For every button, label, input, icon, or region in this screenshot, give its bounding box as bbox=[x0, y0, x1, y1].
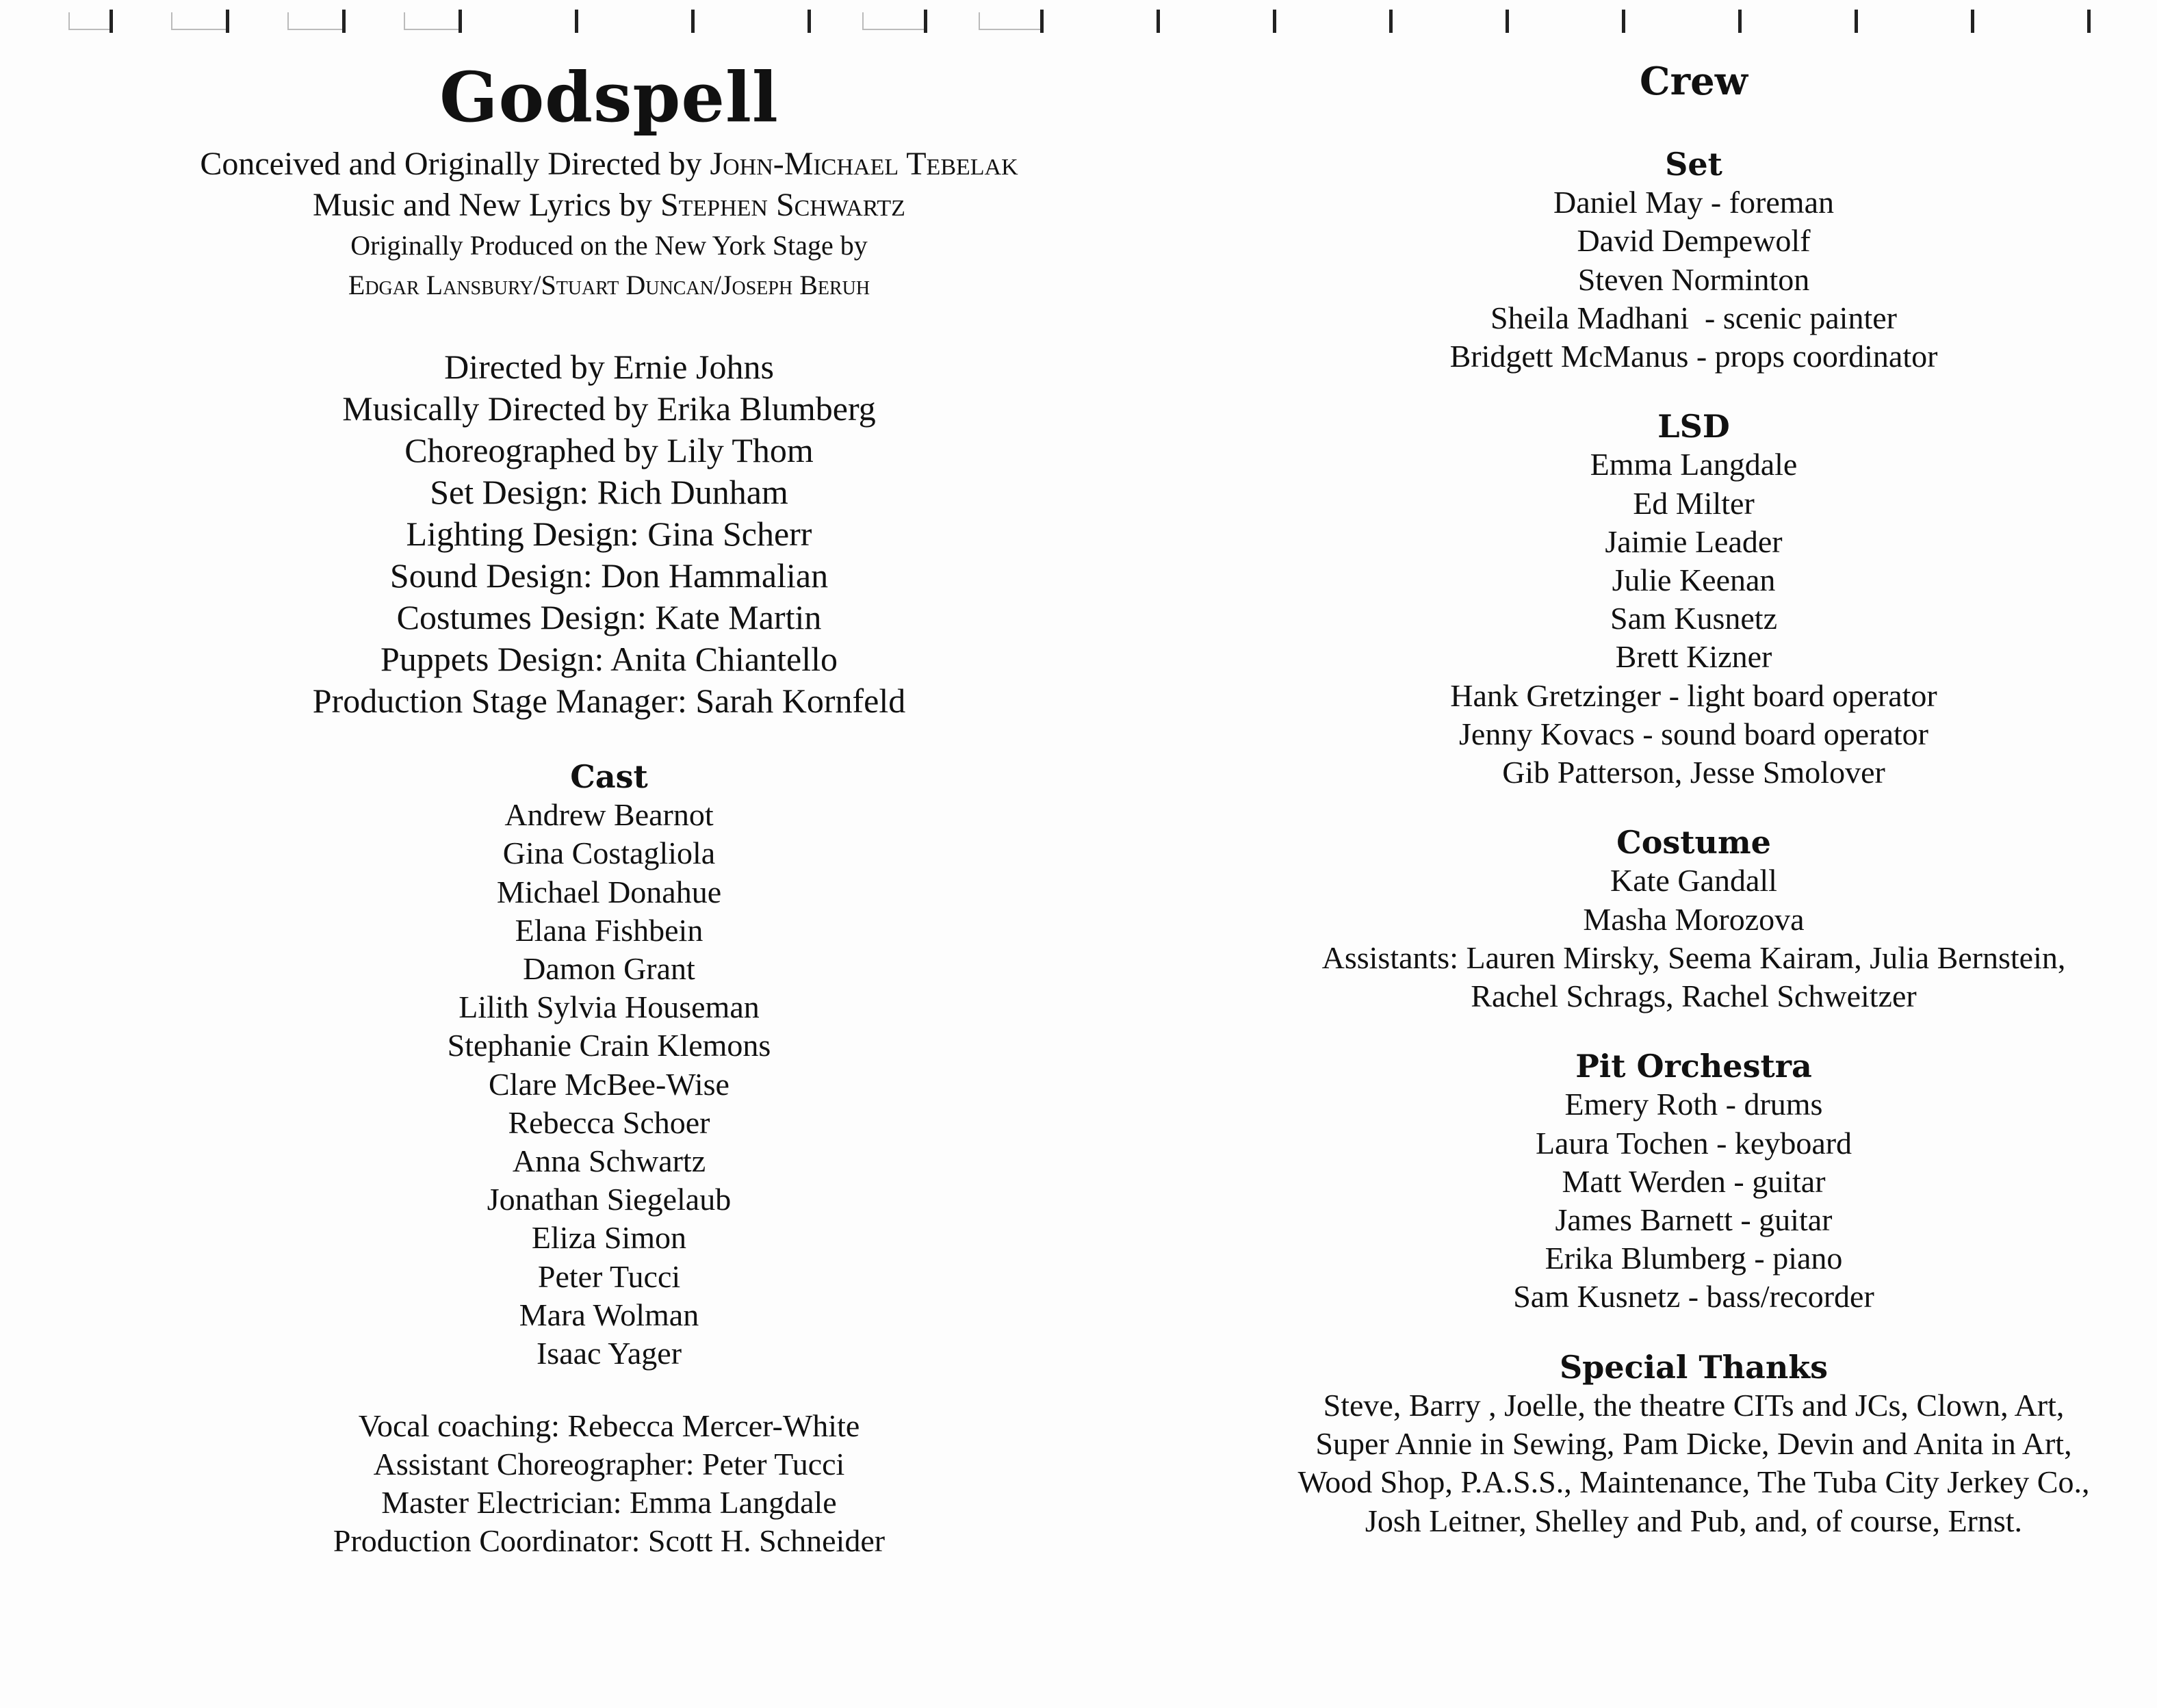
credit-music bbox=[123, 185, 1095, 226]
binding-tick bbox=[691, 10, 695, 33]
binding-tick bbox=[1157, 10, 1160, 33]
binding-tick bbox=[2087, 10, 2091, 33]
binding-tick bbox=[1622, 10, 1625, 33]
binding-tick bbox=[808, 10, 811, 33]
binding-slot bbox=[979, 12, 1043, 30]
binding-tick bbox=[1971, 10, 1974, 33]
binding-strip bbox=[0, 0, 2157, 41]
binding-tick bbox=[1855, 10, 1858, 33]
cast-member: Jonathan Siegelaub bbox=[487, 1182, 732, 1217]
cast-heading: Cast bbox=[570, 758, 648, 795]
crew-member: Julie Keenan bbox=[1612, 562, 1776, 598]
cast-member: Mara Wolman bbox=[519, 1297, 699, 1332]
thanks-line: Steve, Barry , Joelle, the theatre CITs and JCs, Clown, Art, bbox=[1323, 1387, 2065, 1423]
crew-member: David Dempewolf bbox=[1577, 223, 1811, 259]
binding-slot bbox=[287, 12, 345, 30]
credit-producers: Edgar Lansbury/Stuart Duncan/Joseph Beruh bbox=[348, 270, 870, 300]
cast-list bbox=[123, 758, 1095, 1373]
binding-tick bbox=[1040, 10, 1044, 33]
binding-tick bbox=[1389, 10, 1393, 33]
binding-tick bbox=[109, 10, 113, 33]
crew-member: Emery Roth - drums bbox=[1564, 1087, 1823, 1122]
credit-music-name: Stephen Schwartz bbox=[660, 187, 905, 223]
binding-tick bbox=[226, 10, 229, 33]
crew-group-costume bbox=[1245, 823, 2142, 1015]
binding-slot bbox=[68, 12, 112, 30]
cast-member: Damon Grant bbox=[523, 951, 695, 987]
crew-member: James Barnett - guitar bbox=[1555, 1202, 1833, 1238]
credit-produced: Originally Produced on the New York Stage by bbox=[350, 230, 868, 261]
crew-group-heading: LSD bbox=[1657, 408, 1730, 445]
crew-group-lsd bbox=[1245, 407, 2142, 792]
additional-credit: Production Coordinator: Scott H. Schneider bbox=[333, 1523, 886, 1559]
cast-member: Peter Tucci bbox=[537, 1258, 681, 1294]
crew-member: Erika Blumberg - piano bbox=[1545, 1241, 1843, 1276]
crew-member: Masha Morozova bbox=[1583, 901, 1805, 937]
staff-line: Musically Directed by Erika Blumberg bbox=[342, 389, 876, 428]
staff-line: Production Stage Manager: Sarah Kornfeld bbox=[312, 682, 906, 720]
additional-credit: Assistant Choreographer: Peter Tucci bbox=[373, 1447, 845, 1482]
cast-member: Andrew Bearnot bbox=[504, 797, 714, 833]
binding-slot bbox=[171, 12, 229, 30]
crew-member: Kate Gandall bbox=[1610, 863, 1777, 898]
binding-tick bbox=[458, 10, 462, 33]
cast-member: Eliza Simon bbox=[531, 1220, 687, 1256]
cast-member: Clare McBee-Wise bbox=[489, 1066, 729, 1102]
crew-member: Hank Gretzinger - light board operator bbox=[1450, 677, 1937, 713]
crew-member: Jenny Kovacs - sound board operator bbox=[1459, 716, 1928, 751]
left-page bbox=[123, 57, 1095, 1560]
binding-tick bbox=[575, 10, 578, 33]
binding-slot bbox=[862, 12, 927, 30]
crew-member: Ed Milter bbox=[1633, 485, 1755, 521]
cast-member: Lilith Sylvia Houseman bbox=[458, 989, 760, 1025]
additional-credit: Vocal coaching: Rebecca Mercer-White bbox=[358, 1408, 860, 1444]
crew-member: Rachel Schrags, Rachel Schweitzer bbox=[1471, 979, 1917, 1014]
staff-line: Lighting Design: Gina Scherr bbox=[406, 515, 812, 553]
cast-member: Gina Costagliola bbox=[502, 836, 716, 871]
staff-line: Puppets Design: Anita Chiantello bbox=[380, 640, 838, 678]
creative-staff bbox=[123, 346, 1095, 722]
binding-tick bbox=[924, 10, 927, 33]
show-title: Godspell bbox=[439, 57, 779, 138]
staff-line: Directed by Ernie Johns bbox=[444, 348, 774, 386]
crew-member: Brett Kizner bbox=[1615, 639, 1772, 675]
cast-member: Michael Donahue bbox=[496, 874, 722, 909]
credit-conceived-name: John-Michael Tebelak bbox=[710, 146, 1018, 182]
binding-tick bbox=[1738, 10, 1742, 33]
crew-group-set bbox=[1245, 145, 2142, 376]
additional-credits bbox=[123, 1407, 1095, 1560]
staff-line: Set Design: Rich Dunham bbox=[430, 473, 788, 511]
cast-member: Anna Schwartz bbox=[512, 1143, 706, 1179]
crew-member: Assistants: Lauren Mirsky, Seema Kairam, Julia Bernstein, bbox=[1321, 940, 2066, 975]
crew-heading: Crew bbox=[1640, 59, 1748, 104]
crew-member: Gib Patterson, Jesse Smolover bbox=[1502, 755, 1885, 790]
thanks-line: Josh Leitner, Shelley and Pub, and, of course, Ernst. bbox=[1365, 1503, 2023, 1538]
crew-group-heading: Pit Orchestra bbox=[1575, 1048, 1812, 1085]
binding-tick bbox=[1273, 10, 1276, 33]
crew-member: Sam Kusnetz - bass/recorder bbox=[1513, 1279, 1874, 1315]
crew-member: Sheila Madhani - scenic painter bbox=[1490, 300, 1897, 335]
cast-member: Stephanie Crain Klemons bbox=[447, 1028, 771, 1063]
authorship-credits bbox=[123, 144, 1095, 305]
binding-tick bbox=[342, 10, 346, 33]
crew-group-heading: Special Thanks bbox=[1559, 1348, 1829, 1386]
right-page bbox=[1245, 57, 2142, 1572]
thanks-line: Super Annie in Sewing, Pam Dicke, Devin and Anita in Art, bbox=[1315, 1426, 2072, 1462]
cast-member: Rebecca Schoer bbox=[508, 1104, 710, 1140]
staff-line: Choreographed by Lily Thom bbox=[404, 431, 814, 469]
credit-music-text: Music and New Lyrics by bbox=[313, 187, 660, 223]
cast-member: Elana Fishbein bbox=[515, 912, 703, 948]
crew-group-special-thanks bbox=[1245, 1348, 2142, 1540]
crew-group-heading: Set bbox=[1665, 146, 1722, 183]
crew-member: Daniel May - foreman bbox=[1553, 185, 1834, 220]
crew-member: Jaimie Leader bbox=[1605, 523, 1783, 559]
credit-conceived bbox=[123, 144, 1095, 185]
staff-line: Sound Design: Don Hammalian bbox=[389, 556, 829, 595]
binding-tick bbox=[1506, 10, 1509, 33]
crew-member: Bridgett McManus - props coordinator bbox=[1449, 339, 1938, 374]
crew-member: Laura Tochen - keyboard bbox=[1535, 1125, 1852, 1161]
crew-group-pit-orchestra bbox=[1245, 1047, 2142, 1316]
crew-member: Sam Kusnetz bbox=[1610, 601, 1777, 636]
crew-member: Emma Langdale bbox=[1590, 447, 1798, 482]
credit-conceived-text: Conceived and Originally Directed by bbox=[200, 146, 710, 182]
additional-credit: Master Electrician: Emma Langdale bbox=[381, 1485, 837, 1521]
thanks-line: Wood Shop, P.A.S.S., Maintenance, The Tuba City Jerkey Co., bbox=[1297, 1464, 2090, 1500]
cast-member: Isaac Yager bbox=[536, 1336, 682, 1371]
crew-group-heading: Costume bbox=[1616, 824, 1771, 862]
crew-member: Matt Werden - guitar bbox=[1562, 1163, 1826, 1199]
staff-line: Costumes Design: Kate Martin bbox=[396, 598, 822, 636]
binding-slot bbox=[404, 12, 461, 30]
crew-member: Steven Norminton bbox=[1577, 261, 1810, 297]
